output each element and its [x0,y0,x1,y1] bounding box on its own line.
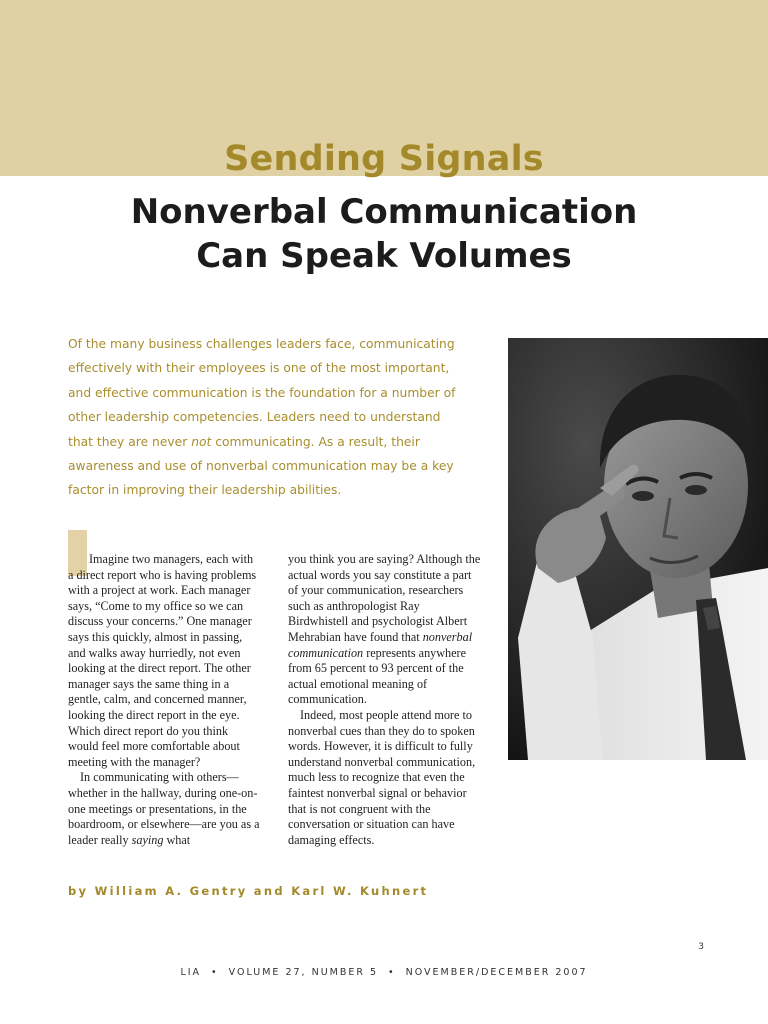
portrait-photo [508,338,768,760]
article-kicker: Sending Signals [224,139,544,179]
footer-volume: VOLUME 27, NUMBER 5 [228,967,379,978]
body-column-1 [68,552,261,848]
column2-emphasis: nonverbal communication [288,629,473,660]
body-column-2 [288,552,481,848]
intro-emphasis: not [191,434,212,449]
column1-text-a: In communicating with others—whether in the hallway, during one-on-one meetings or presentations, in the boardroom, or elsewhere—are you as a leader really [68,770,260,847]
footer-publication: LIA [180,967,202,978]
footer-separator-2: • [388,967,396,978]
footer-separator-1: • [211,967,219,978]
column1-paragraph-1: Imagine two managers, each with a direct report who is having problems with a project at work. Each manager says, “Come to my office so we can discuss your concerns.” One manager says this quickly, almost in passing, and walks away hurriedly, not even looking at the direct report. The other manager says the same thing in a gentle, calm, and concerned manner, looking the direct report in the eye. Which direct report do you think would feel more comfortable about meeting with the manager? [68,552,257,769]
column1-text-b: what [163,832,191,847]
column2-paragraph-1 [288,552,481,708]
title-line-2: Can Speak Volumes [196,236,572,276]
column1-emphasis: saying [131,832,164,847]
article-title [0,190,768,278]
byline: by William A. Gentry and Karl W. Kuhnert [68,884,429,898]
column2-text-b: represents anywhere from 65 percent to 93 percent of the actual emotional meaning of communication. [288,645,467,707]
portrait-illustration [508,338,768,760]
footer-date: NOVEMBER/DECEMBER 2007 [405,967,588,978]
page-number: 3 [698,942,704,952]
title-line-1: Nonverbal Communication [130,192,638,232]
intro-text-a: Of the many business challenges leaders face, communicating effectively with their employees is one of the most important, and effective communication is the foundation for a number of other leadership competencies. Leaders need to understand that they are never [68,337,456,449]
intro-text-b: communicating. As a result, their awareness and use of nonverbal communication may be a key factor in improving their leadership abilities. [68,434,454,498]
intro-paragraph [68,332,468,503]
column2-text-a: you think you are saying? Although the actual words you say constitute a part of your communication, researchers such as anthropologist Ray Birdwhistell and psychologist Albert Mehrabian have found that [288,552,481,644]
column1-paragraph-2 [68,770,261,848]
column2-paragraph-2: Indeed, most people attend more to nonverbal cues than they do to spoken words. However, it is difficult to fully understand nonverbal communication, much less to recognize that even the faintest nonverbal signal or behavior that is not congruent with the conversation or situation can have damaging effects. [288,707,476,847]
footer [0,967,768,978]
